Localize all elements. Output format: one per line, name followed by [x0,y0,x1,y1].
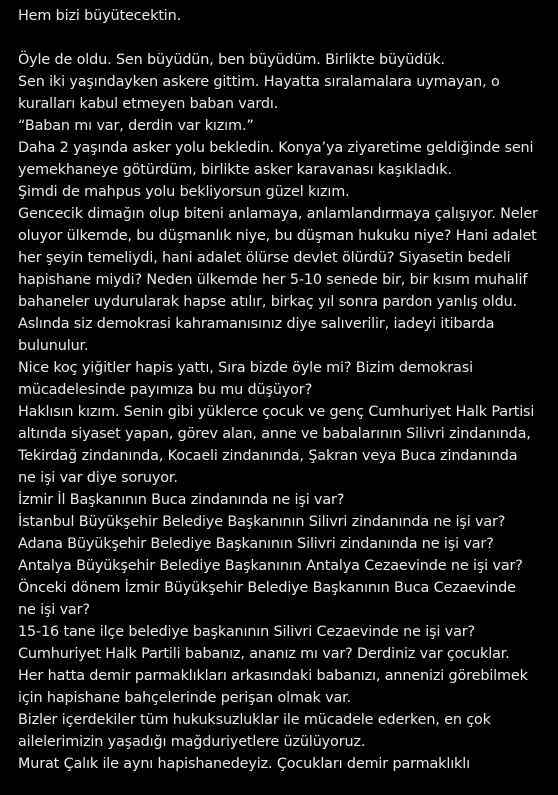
post-body-line: ailelerimizin yaşadığı mağduriyetlere üzülüyoruz. [18,734,366,750]
post-body-line: Gencecik dimağın olup biteni anlamaya, anlamlandırmaya çalışıyor. Neler [18,206,538,222]
post-body [18,49,552,775]
post-body-line: Tekirdağ zindanında, Kocaeli zindanında, Şakran veya Buca zindanında [18,448,518,464]
post-body-line: bahaneler uydurularak hapse atılır, birkaç yıl sonra pardon yanlış oldu. [18,294,517,310]
post-body-line: kuralları kabul etmeyen baban vardı. [18,96,279,112]
post-body-line: her şeyin temeliydi, hani adalet ölürse devlet ölürdü? Siyasetin bedeli [18,250,511,266]
post-body-line: Önceki dönem İzmir Büyükşehir Belediye Başkanının Buca Cezaevinde [18,580,516,596]
post-body-line: Murat Çalık ile aynı hapishanedeyiz. Çocukları demir parmaklıklı [18,756,470,772]
post-body-line: Adana Büyükşehir Belediye Başkanının Silivri zindanında ne işi var? [18,536,494,552]
post-body-line: Şimdi de mahpus yolu bekliyorsun güzel kızım. [18,184,350,200]
post-body-line: 15-16 tane ilçe belediye başkanının Silivri Cezaevinde ne işi var? [18,624,476,640]
post-body-line: Aslında siz demokrasi kahramanısınız diye salıverilir, iadeyi itibarda [18,316,495,332]
post-text [18,5,552,775]
post-body-line: için hapishane bahçelerinde perişan olmak var. [18,690,352,706]
post-body-line: ne işi var? [18,602,90,618]
post-body-line: bulunulur. [18,338,89,354]
post-body-line: Antalya Büyükşehir Belediye Başkanının Antalya Cezaevinde ne işi var? [18,558,523,574]
post-body-line: Nice koç yiğitler hapis yattı, Sıra bizde öyle mi? Bizim demokrasi [18,360,473,376]
post-body-line: Her hatta demir parmaklıkları arkasındaki babanızı, annenizi görebilmek [18,668,528,684]
post-body-line: mücadelesinde payımıza bu mu düşüyor? [18,382,313,398]
post-body-line: hapishane miydi? Neden ülkemde her 5-10 senede bir, bir kısım muhalif [18,272,528,288]
paragraph-spacer [18,27,552,49]
post-body-line: Haklısın kızım. Senin gibi yüklerce çocuk ve genç Cumhuriyet Halk Partisi [18,404,535,420]
post-opening-line: Hem bizi büyütecektin. [18,8,182,24]
post-body-line: ne işi var diye soruyor. [18,470,178,486]
post-body-line: “Baban mı var, derdin var kızım.” [18,118,254,134]
post-body-line: İzmir İl Başkanının Buca zindanında ne işi var? [18,492,345,508]
post-body-line: yemekhaneye götürdüm, birlikte asker karavanası kaşıkladık. [18,162,452,178]
post-body-line: altında siyaset yapan, görev alan, anne ve babalarının Silivri zindanında, [18,426,531,442]
post-body-line: İstanbul Büyükşehir Belediye Başkanının Silivri zindanında ne işi var? [18,514,506,530]
post-body-line: Bizler içerdekiler tüm hukuksuzluklar ile mücadele ederken, en çok [18,712,491,728]
post-body-line: oluyor ülkemde, bu düşmanlık niye, bu düşman hukuku niye? Hani adalet [18,228,537,244]
post-body-line: Cumhuriyet Halk Partili babanız, ananız mı var? Derdiniz var çocuklar. [18,646,510,662]
post-body-line: Öyle de oldu. Sen büyüdün, ben büyüdüm. Birlikte büyüdük. [18,52,445,68]
post-body-line: Sen iki yaşındayken askere gittim. Hayatta sıralamalara uymayan, o [18,74,500,90]
post-body-line: Daha 2 yaşında asker yolu bekledin. Konya’ya ziyaretime geldiğinde seni [18,140,534,156]
